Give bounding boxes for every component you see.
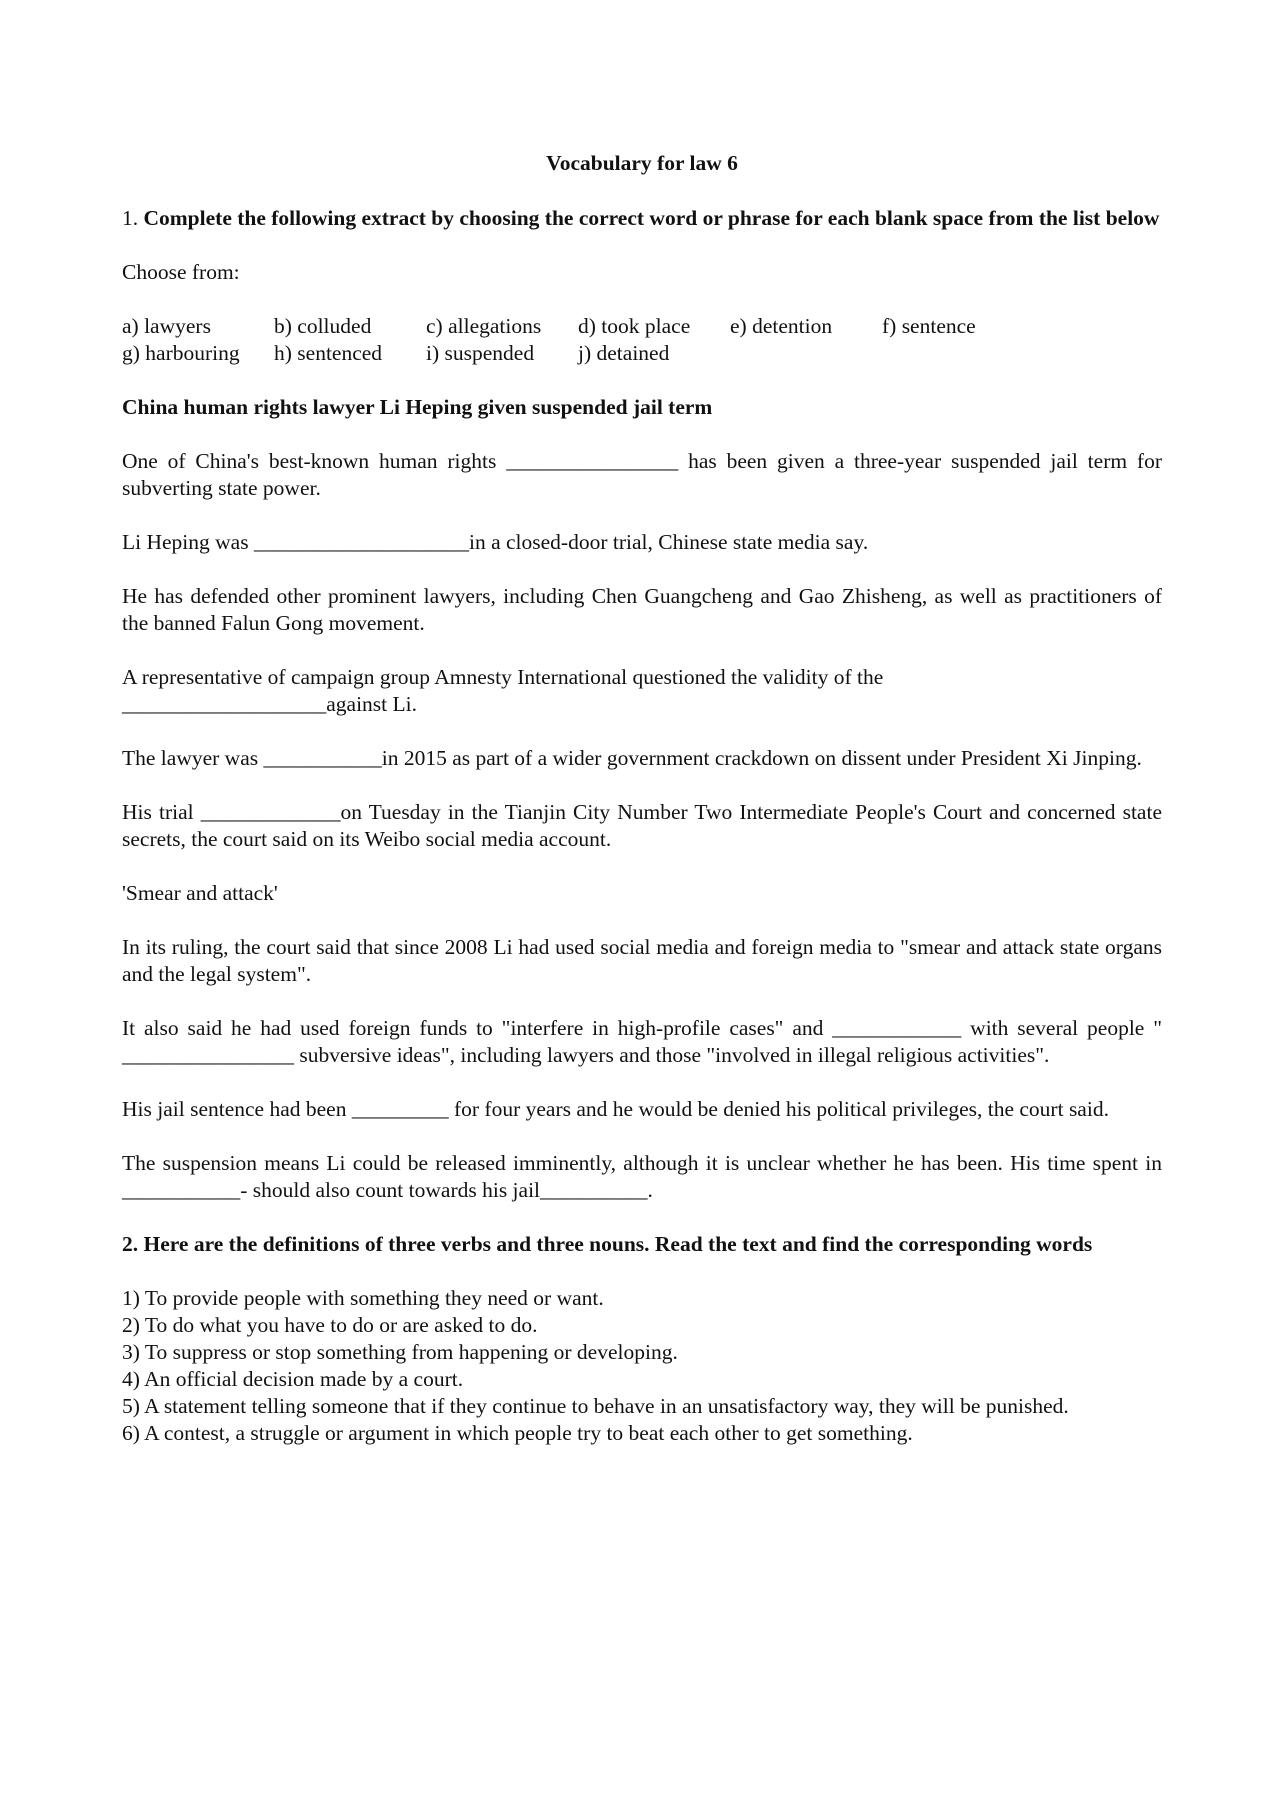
text-segment: One of China's best-known human rights (122, 449, 507, 473)
blank-10: __________ (540, 1178, 648, 1202)
option-h: h) sentenced (274, 341, 383, 365)
text-segment: in 2015 as part of a wider government crackdown on dissent under President Xi Jinping. (381, 746, 1142, 770)
blank-6: ____________ (832, 1016, 962, 1040)
article-paragraph-7: In its ruling, the court said that since 2008 Li had used social media and foreign media to "smear and attack state organs and the legal system". (122, 935, 1162, 986)
text-segment: A representative of campaign group Amnesty International questioned the validity of the (122, 665, 884, 689)
article-paragraph-2 (122, 529, 1162, 556)
question-1-number: 1. (122, 206, 139, 230)
definition-item: 1) To provide people with something they need or want. (122, 1286, 604, 1310)
option-f: f) sentence (882, 314, 976, 338)
text-segment: The lawyer was (122, 746, 264, 770)
definitions-list (122, 1285, 1162, 1447)
article-paragraph-10 (122, 1150, 1162, 1204)
text-segment: The suspension means Li could be released imminently, although it is unclear whether he has been. His time spent in (122, 1151, 1162, 1175)
article-paragraph-1 (122, 448, 1162, 502)
blank-1: ________________ (506, 449, 679, 473)
text-segment: for four years and he would be denied his political privileges, the court said. (448, 1097, 1109, 1121)
blank-8: _________ (351, 1097, 449, 1121)
article-paragraph-5 (122, 745, 1162, 772)
article-paragraph-6 (122, 799, 1162, 853)
option-i: i) suspended (426, 341, 535, 365)
definition-item: 5) A statement telling someone that if they continue to behave in an unsatisfactory way, they will be punished. (122, 1394, 1069, 1418)
blank-4: ___________ (263, 746, 382, 770)
article-subheading: 'Smear and attack' (122, 881, 278, 905)
text-segment: in a closed-door trial, Chinese state media say. (468, 530, 869, 554)
blank-2: ____________________ (253, 530, 469, 554)
option-g: g) harbouring (122, 341, 240, 365)
blank-3: ___________________ (122, 692, 327, 716)
blank-5: _____________ (200, 800, 341, 824)
question-1-instruction (122, 205, 1162, 232)
text-segment: Li Heping was (122, 530, 254, 554)
article-paragraph-8 (122, 1015, 1162, 1069)
option-d: d) took place (578, 314, 691, 338)
question-1-text: Complete the following extract by choosing the correct word or phrase for each blank space from the list below (143, 206, 1160, 230)
option-a: a) lawyers (122, 314, 211, 338)
article-paragraph-9 (122, 1096, 1162, 1123)
article-headline: China human rights lawyer Li Heping given suspended jail term (122, 395, 713, 419)
text-segment: His trial (122, 800, 201, 824)
options-row-1 (122, 313, 1162, 340)
text-segment: on Tuesday in the Tianjin City Number Two Intermediate People's Court and concerned state secrets, the court said on its Weibo social media account. (122, 800, 1162, 851)
definition-item: 3) To suppress or stop something from happening or developing. (122, 1340, 678, 1364)
definition-item: 6) A contest, a struggle or argument in which people try to beat each other to get something. (122, 1421, 913, 1445)
article-paragraph-3: He has defended other prominent lawyers, including Chen Guangcheng and Gao Zhisheng, as well as practitioners of the banned Falun Gong movement. (122, 584, 1162, 635)
text-segment: - should also count towards his jail (240, 1178, 541, 1202)
worksheet-page (122, 150, 1162, 1447)
question-2-instruction: 2. Here are the definitions of three verbs and three nouns. Read the text and find the corresponding words (122, 1232, 1093, 1256)
blank-7: ________________ (122, 1043, 294, 1067)
text-segment: against Li. (326, 692, 418, 716)
article-paragraph-4 (122, 664, 1162, 718)
option-e: e) detention (730, 314, 833, 338)
options-row-2 (122, 340, 1162, 367)
option-j: j) detained (578, 341, 670, 365)
text-segment: has been given a three-year suspended jail term for subverting state power. (122, 449, 1162, 500)
text-segment: His jail sentence had been (122, 1097, 352, 1121)
definition-item: 2) To do what you have to do or are asked to do. (122, 1313, 538, 1337)
text-segment: It also said he had used foreign funds to "interfere in high-profile cases" and (122, 1016, 833, 1040)
option-c: c) allegations (426, 314, 542, 338)
blank-9: ___________ (122, 1178, 241, 1202)
choose-from-label: Choose from: (122, 260, 240, 284)
definition-item: 4) An official decision made by a court. (122, 1367, 464, 1391)
options-list (122, 313, 1162, 367)
text-segment: with several people " (961, 1016, 1162, 1040)
text-segment: subversive ideas", including lawyers and those "involved in illegal religious activities". (294, 1043, 1050, 1067)
page-title: Vocabulary for law 6 (546, 151, 738, 175)
option-b: b) colluded (274, 314, 372, 338)
text-segment: . (647, 1178, 653, 1202)
